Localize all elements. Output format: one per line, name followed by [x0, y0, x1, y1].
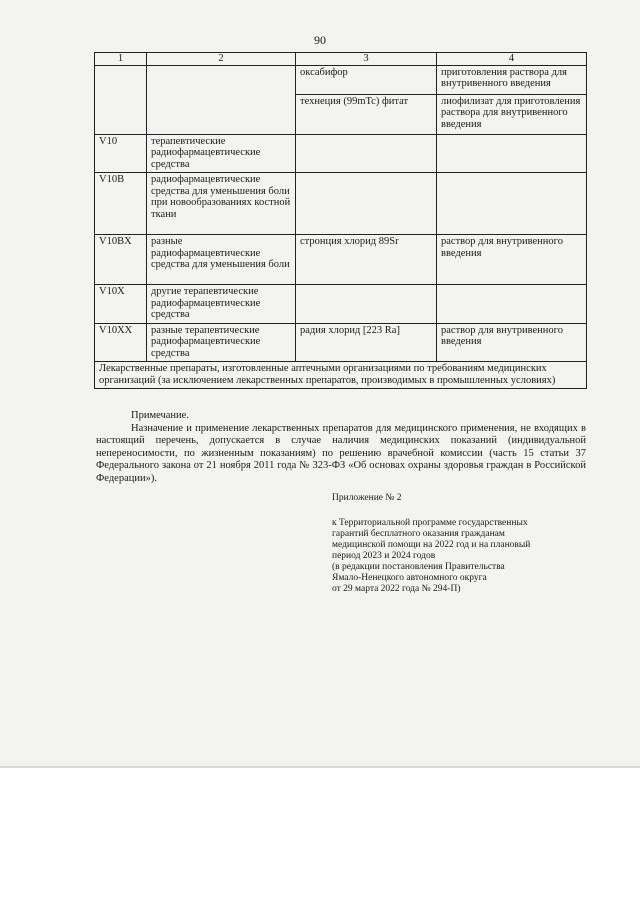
atc-code-cell: V10XX: [95, 323, 147, 362]
atc-code-cell: V10BX: [95, 235, 147, 285]
table-footer-row: [95, 362, 587, 389]
note-section: [96, 410, 586, 485]
form-cell: раствор для внутривенного введения: [437, 323, 587, 362]
appendix-number: Приложение № 2: [332, 493, 402, 503]
header-cell: 4: [437, 53, 587, 66]
drug-cell: радия хлорид [223 Ra]: [296, 323, 437, 362]
form-cell: [437, 285, 587, 324]
form-cell: [437, 134, 587, 173]
drug-table: [94, 52, 587, 389]
drug-cell: оксабифор: [296, 65, 437, 94]
form-cell: раствор для внутривенного введения: [437, 235, 587, 285]
appendix-line: период 2023 и 2024 годов: [332, 551, 436, 561]
group-cell: другие терапевтические радиофармацевтические средства: [147, 285, 296, 324]
group-cell: терапевтические радиофармацевтические средства: [147, 134, 296, 173]
footer-cell: Лекарственные препараты, изготовленные аптечными организациями по требованиям медицинских организаций (за исключением лекарственных препаратов, производимых в промышленных условиях): [95, 362, 587, 389]
group-cell: радиофармацевтические средства для уменьшения боли при новообразованиях костной ткани: [147, 173, 296, 235]
drug-cell: технеция (99mTc) фитат: [296, 94, 437, 134]
atc-code-cell: [95, 65, 147, 134]
table-header-row: [95, 53, 587, 66]
table-row: [95, 323, 587, 362]
drug-cell: [296, 134, 437, 173]
header-cell: 2: [147, 53, 296, 66]
form-cell: приготовления раствора для внутривенного введения: [437, 65, 587, 94]
header-cell: 1: [95, 53, 147, 66]
header-cell: 3: [296, 53, 437, 66]
drug-cell: [296, 173, 437, 235]
page-number: 90: [314, 33, 326, 47]
atc-code-cell: V10X: [95, 285, 147, 324]
atc-code-cell: V10: [95, 134, 147, 173]
form-cell: лиофилизат для приготовления раствора для внутривенного введения: [437, 94, 587, 134]
appendix-line: от 29 марта 2022 года № 294-П): [332, 584, 461, 594]
table-row: [95, 134, 587, 173]
atc-code-cell: V10B: [95, 173, 147, 235]
appendix-block: [332, 493, 592, 595]
appendix-line: медицинской помощи на 2022 год и на плановый: [332, 540, 531, 550]
appendix-line: гарантий бесплатного оказания гражданам: [332, 529, 505, 539]
appendix-line: Ямало-Ненецкого автономного округа: [332, 573, 487, 583]
note-text: Назначение и применение лекарственных препаратов для медицинского применения, не входящих в настоящий перечень, допускается в случае наличия медицинских показаний (индивидуальной непереносимости, по жизненным показаниям) по решению врачебной комиссии (часть 15 статьи 37 Федерального закона от 21 ноября 2011 года № 323-ФЗ «Об основах охраны здоровья граждан в Российской Федерации»).: [96, 422, 586, 484]
drug-cell: [296, 285, 437, 324]
group-cell: разные радиофармацевтические средства для уменьшения боли: [147, 235, 296, 285]
table-row: [95, 235, 587, 285]
appendix-line: (в редакции постановления Правительства: [332, 562, 505, 572]
table-row: [95, 173, 587, 235]
group-cell: разные терапевтические радиофармацевтические средства: [147, 323, 296, 362]
note-title: Примечание.: [131, 410, 189, 421]
appendix-line: к Территориальной программе государственных: [332, 518, 528, 528]
group-cell: [147, 65, 296, 134]
drug-cell: стронция хлорид 89Sr: [296, 235, 437, 285]
form-cell: [437, 173, 587, 235]
table-row: [95, 65, 587, 94]
scan-edge: [0, 766, 640, 768]
table-row: [95, 285, 587, 324]
